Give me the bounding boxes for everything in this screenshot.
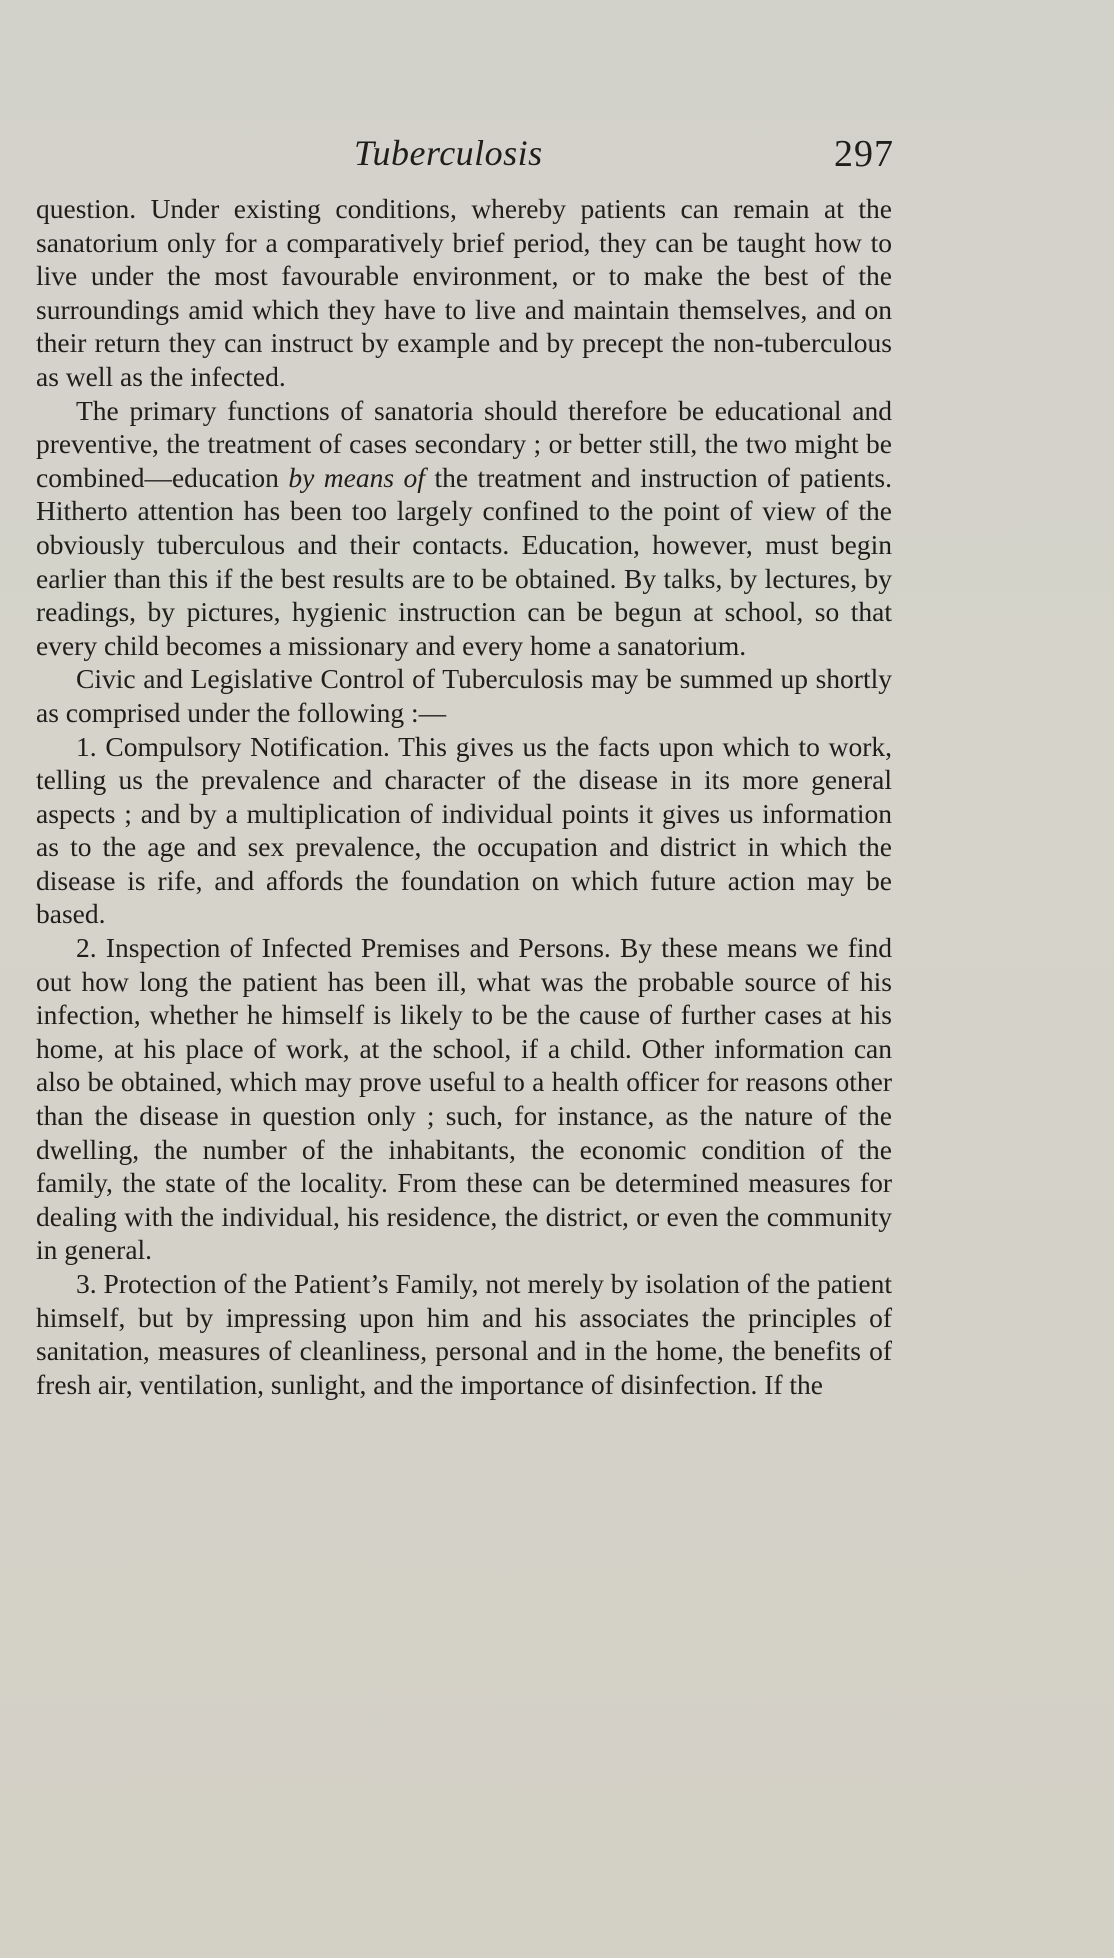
paragraph-text: the treatment and instruction of patients. Hitherto attention has been too largely confined to the point of view of the obviously tuberculous and their contacts. Education, however, must begin earlier than this if the best results are to be obtained. By talks, by lectures, by readings, by pictures, hygienic instruction can be begun at school, so that every child becomes a missionary and every home a sanatorium. bbox=[36, 461, 892, 661]
running-head bbox=[36, 132, 892, 192]
list-item-protection bbox=[36, 1267, 892, 1401]
list-item-number: 1. bbox=[76, 730, 97, 762]
list-item-inspection bbox=[36, 931, 892, 1267]
page-number: 297 bbox=[834, 133, 894, 175]
list-item-number: 2. bbox=[76, 932, 97, 964]
list-item-number: 3. bbox=[76, 1268, 97, 1299]
body-text bbox=[36, 192, 892, 1401]
list-item-notification bbox=[36, 730, 892, 932]
paragraph-civic-control bbox=[36, 662, 892, 729]
running-title: Tuberculosis bbox=[354, 133, 543, 173]
paragraph-text: Civic and Legislative Control of Tuberculosis may be summed up shortly as comprised under the following :— bbox=[36, 663, 892, 728]
paragraph-text: The primary functions of sanatoria should therefore be educational and preventive, the treatment of cases secondary ; or better still, the two might be combined—education bbox=[36, 394, 892, 493]
paragraph-sanatoria-functions bbox=[36, 394, 892, 663]
book-page bbox=[36, 132, 892, 1401]
list-item-text: Compulsory Notification. This gives us the facts upon which to work, telling us the prevalence and character of the disease in its more general aspects ; and by a multiplication of individual points it gives us information as to the age and sex prevalence, the occupation and district in which the disease is rife, and affords the foundation on which future action may be based. bbox=[36, 730, 892, 930]
emphasis-text: by means of bbox=[288, 461, 425, 493]
list-item-text: Inspection of Infected Premises and Persons. By these means we find out how long the patient has been ill, what was the probable source of his infection, whether he himself is likely to be the cause of further cases at his home, at his place of work, at the school, if a child. Other information can also be obtained, which may prove useful to a health officer for reasons other than the disease in question only ; such, for instance, as the nature of the dwelling, the number of the inhabitants, the economic condition of the family, the state of the locality. From these can be determined measures for dealing with the individual, his residence, the district, or even the community in general. bbox=[36, 932, 892, 1266]
list-item-text: Protection of the Patient’s Family, not merely by isolation of the patient himself, but by impressing upon him and his associates the principles of sanitation, measures of cleanliness, personal and in the home, the benefits of fresh air, ventilation, sunlight, and the importance of disinfection. If the bbox=[36, 1268, 892, 1400]
paragraph-continued bbox=[36, 192, 892, 394]
paragraph-text: question. Under existing conditions, whereby patients can remain at the sanatorium only for a comparatively brief period, they can be taught how to live under the most favourable environment, or to make the best of the surroundings amid which they have to live and maintain themselves, and on their return they can instruct by example and by precept the non-tuberculous as well as the infected. bbox=[36, 193, 892, 392]
